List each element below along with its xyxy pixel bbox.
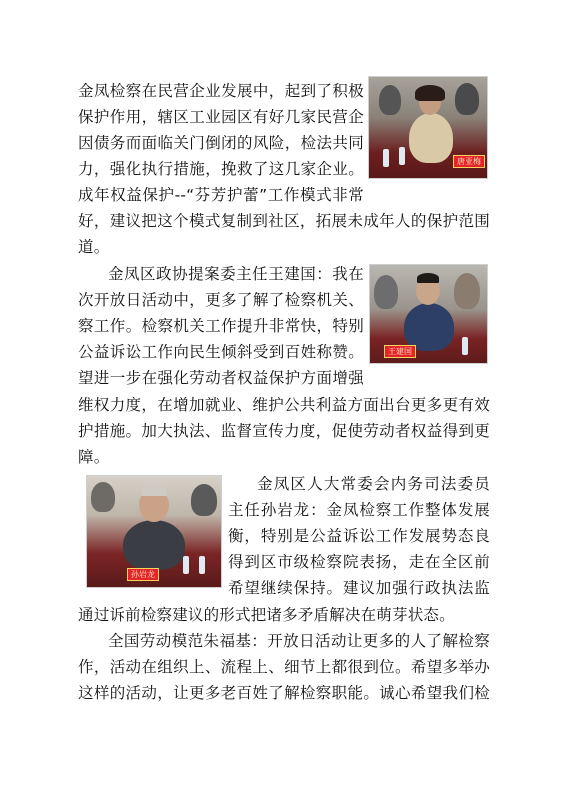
hair [417, 273, 439, 283]
text-line: 成年权益保护--“芬芳护蕾”工作模式非常 [78, 186, 364, 204]
text-line: 道。 [78, 238, 110, 256]
text-line: 力，强化执行措施，挽救了这几家企业。 [78, 160, 364, 178]
text-line: 全国劳动模范朱福基：开放日活动让更多的人了解检察 [108, 632, 490, 650]
meeting-photo-1 [368, 76, 488, 179]
text-line: 公益诉讼工作向民生倾斜受到百姓称赞。 [78, 343, 364, 361]
text-line: 察工作。检察机关工作提升非常快，特别 [78, 317, 364, 335]
speaker [123, 520, 185, 570]
speaker [409, 113, 453, 163]
text-line: 得到区市级检察院表扬，走在全区前 [228, 553, 490, 571]
text-line: 金凤检察在民营企业发展中，起到了积极 [78, 82, 364, 100]
meeting-photo-2 [369, 264, 488, 364]
nameplate: 王建国 [384, 345, 416, 358]
text-line: 主任孙岩龙：金凤检察工作整体发展 [228, 501, 490, 519]
nameplate: 唐亚梅 [453, 155, 485, 168]
text-line: 保护作用，辖区工业园区有好几家民营企 [78, 108, 364, 126]
text-line: 望进一步在强化劳动者权益保护方面增强 [78, 369, 364, 387]
text-line: 这样的活动，让更多老百姓了解检察职能。诚心希望我们检 [78, 684, 490, 702]
text-line: 护措施。加大执法、监督宣传力度，促使劳动者权益得到更 [78, 422, 490, 440]
text-line: 障。 [78, 448, 110, 466]
background-person [454, 273, 480, 309]
text-line: 维权力度，在增加就业、维护公共利益方面出台更多更有效 [78, 396, 490, 414]
text-line: 金凤区政协提案委主任王建国：我在 [108, 265, 364, 283]
water-bottle [383, 149, 389, 167]
text-line: 作，活动在组织上、流程上、细节上都很到位。希望多举办 [78, 658, 490, 676]
hair [415, 85, 445, 101]
water-bottle [183, 556, 189, 574]
water-bottle [462, 337, 468, 355]
background-person [374, 275, 398, 309]
background-person [191, 484, 217, 516]
text-line: 衡，特别是公益诉讼工作发展势态良 [228, 527, 490, 545]
meeting-photo-3 [86, 475, 222, 588]
text-line: 通过诉前检察建议的形式把诸多矛盾解决在萌芽状态。 [78, 606, 455, 624]
water-bottle [399, 147, 405, 165]
text-line: 次开放日活动中，更多了解了检察机关、 [78, 291, 364, 309]
text-line: 好，建议把这个模式复制到社区，拓展未成年人的保护范围 [78, 212, 490, 230]
background-person [455, 83, 479, 115]
water-bottle [199, 556, 205, 574]
text-line: 因债务而面临关门倒闭的风险，检法共同 [78, 134, 364, 152]
hair [141, 486, 167, 496]
background-person [91, 482, 115, 512]
background-person [379, 85, 401, 115]
text-line: 希望继续保持。建议加强行政执法监 [228, 579, 490, 597]
text-line: 金凤区人大常委会内务司法委员 [257, 475, 490, 493]
nameplate: 孙岩龙 [127, 568, 159, 581]
speaker [404, 303, 454, 351]
